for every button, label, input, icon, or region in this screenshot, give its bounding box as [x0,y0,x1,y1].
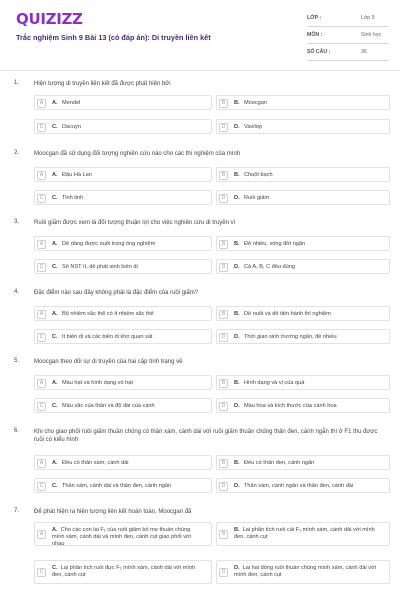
question-number: 6. [14,428,20,434]
option-label: B. [234,172,240,178]
quizizz-logo: QUIZIZZ [16,10,83,28]
option-b[interactable] [216,455,390,470]
option-body: Lai hai dòng ruồi thuần chủng mình xám, cánh dài với mình đen, cánh cụt [234,565,376,578]
option-label: C. [52,264,58,270]
page-title: Trắc nghiệm Sinh 9 Bài 13 (có đáp án): Di truyền liên kết [16,33,211,42]
option-label: B. [234,100,240,106]
option-c[interactable] [34,190,212,205]
option-text [234,527,380,541]
option-letter-box: B [219,379,228,388]
option-label: D. [234,403,240,409]
question-text: Để phát hiện ra hiện tượng liên kết hoàn toàn, Moocgan đã [34,509,192,515]
option-b[interactable] [216,167,390,182]
option-text: Màu sắc của thân và độ dài của cánh [62,403,155,409]
option-b[interactable] [216,95,390,110]
option-a[interactable] [34,95,212,110]
option-d[interactable] [216,329,390,344]
option-text: Màu hoa và kích thước của cánh hoa [244,403,337,409]
option-letter-box: B [219,459,228,468]
option-letter-box: C [37,194,46,203]
option-text: Bộ nhiễm sắc thể có ít nhiễm sắc thể [62,311,154,317]
option-a[interactable] [34,455,212,470]
option-label: B. [234,460,240,466]
option-letter-box: C [37,402,46,411]
option-letter-box: C [37,482,46,491]
option-letter-box: A [37,310,46,319]
option-letter-box: D [219,263,228,272]
option-d[interactable] [216,190,390,205]
option-text: Dễ dàng được nuôi trong ống nghiệm [62,241,156,247]
option-a[interactable] [34,306,212,321]
option-letter-box: D [219,402,228,411]
page-header [0,0,400,66]
option-label: A. [52,241,58,247]
question-text: Đặc điểm nào sau đây không phải là đặc điểm của ruồi giấm? [34,290,199,296]
option-letter-box: C [37,333,46,342]
option-letter-box: B [219,310,228,319]
option-text: Số NST ít, dễ phát sinh biến dị [62,264,138,270]
option-text: Cả A, B, C đều đúng [244,264,295,270]
option-text: Đều có thân xám, cánh dài [62,460,129,466]
option-text: Đều có thân đen, cánh ngắn [244,460,315,466]
option-letter-box: A [37,459,46,468]
option-letter-box: B [219,99,228,108]
option-text [52,527,198,547]
header-divider [0,70,400,71]
option-letter-box: A [37,171,46,180]
option-text: Ít biến dị và các biến dị khó quan sát [62,334,153,340]
option-letter-box: B [219,530,228,539]
option-d[interactable] [216,398,390,413]
option-c[interactable] [34,560,212,584]
option-label: D. [234,565,240,571]
option-text: Dễ nuôi và dễ tiến hành thí nghiệm [244,311,331,317]
question-number: 5. [14,358,20,364]
option-letter-box: D [219,568,228,577]
option-label: A. [52,311,58,317]
option-a[interactable] [34,236,212,251]
option-text: Tinh tinh [62,195,84,201]
option-a[interactable] [34,167,212,182]
option-c[interactable] [34,478,212,493]
meta-key: MÔN : [307,32,323,38]
option-b[interactable] [216,236,390,251]
question-number: 4. [14,289,20,295]
option-label: C. [52,565,58,571]
option-text: Màu hạt và hình dạng vỏ hạt [62,380,133,386]
option-label: A. [52,380,58,386]
option-text: Mendel [62,100,81,106]
option-letter-box: B [219,171,228,180]
option-body: Lai phân tích ruồi cái F₁ mình xám, cánh dài với mình đen, cánh cụt [234,527,375,540]
meta-row-grade [307,10,389,27]
option-a[interactable] [34,522,212,546]
option-letter-box: A [37,240,46,249]
option-letter-box: D [219,333,228,342]
option-body: Cho các con lai F₁ của ruồi giấm bố mẹ thuần chủng mình xám, cánh dài và mình đen, cánh cụt giao phối với nhau [52,527,191,547]
meta-key: SỐ CÂU : [307,49,331,55]
option-label: D. [234,483,240,489]
option-letter-box: C [37,263,46,272]
meta-row-count [307,44,389,61]
option-letter-box: A [37,379,46,388]
option-label: A. [52,527,58,533]
option-c[interactable] [34,259,212,274]
option-label: C. [52,483,58,489]
question-number: 3. [14,219,20,225]
question-text: Khi cho giao phối ruồi giấm thuần chủng có thân xám, cánh dài với ruồi giấm thuần chủng thân đen, cánh ngắn thì ở F1 thu được ruồi có kiểu hình [34,429,378,443]
option-text: Thời gian sinh trưởng ngắn, đẻ nhiều [244,334,337,340]
question-text: Ruồi giấm được xem là đối tượng thuận lợi cho việc nghiên cứu di truyền vì [34,220,236,226]
option-c[interactable] [34,398,212,413]
option-text: Dacuyn [62,124,81,130]
meta-table [307,10,389,61]
meta-value: 36 [361,49,367,55]
option-label: B. [234,311,240,317]
question-number: 1. [14,80,20,86]
option-letter-box: A [37,530,46,539]
question-text: Moocgan theo dõi sự di truyền của hai cặp tính trạng về [34,359,183,365]
option-text: Moocgan [244,100,268,106]
option-label: A. [52,172,58,178]
option-label: A. [52,460,58,466]
option-letter-box: A [37,99,46,108]
question-text: Hiện tượng di truyền liên kết đã được phát hiện bởi [34,81,171,87]
option-text: Ruồi giấm [244,195,270,201]
option-text: Đậu Hà Lan [62,172,92,178]
option-label: D. [234,195,240,201]
option-text [234,565,380,579]
option-letter-box: D [219,123,228,132]
meta-value: Lớp 9 [361,15,375,21]
option-letter-box: C [37,568,46,577]
option-a[interactable] [34,375,212,390]
option-label: B. [234,241,240,247]
option-d[interactable] [216,119,390,134]
meta-key: LỚP : [307,15,322,21]
option-b[interactable] [216,375,390,390]
option-label: C. [52,334,58,340]
option-text: Thân xám, cánh dài và thân đen, cánh ngắn [62,483,172,489]
option-c[interactable] [34,119,212,134]
option-text: Đẻ nhiều, vòng đời ngắn [244,241,306,247]
option-d[interactable] [216,259,390,274]
option-label: B. [234,380,240,386]
option-letter-box: C [37,123,46,132]
option-label: D. [234,334,240,340]
option-body: Lai phân tích ruồi đực F₁ mình xám, cánh dài với mình đen, cánh cụt [52,565,196,578]
option-c[interactable] [34,329,212,344]
option-text: Chuột bạch [244,172,273,178]
option-letter-box: D [219,194,228,203]
option-d[interactable] [216,560,390,584]
option-text: Hình dạng và vị của quả [244,380,305,386]
option-b[interactable] [216,306,390,321]
option-d[interactable] [216,478,390,493]
option-label: A. [52,100,58,106]
meta-row-subject [307,27,389,44]
option-label: D. [234,264,240,270]
option-text [52,565,198,579]
meta-value: Sinh học [361,32,382,38]
question-number: 2. [14,150,20,156]
question-number: 7. [14,508,20,514]
option-label: C. [52,403,58,409]
option-label: C. [52,195,58,201]
option-label: D. [234,124,240,130]
option-letter-box: D [219,482,228,491]
option-text: Thân xám, cánh ngắn và thân đen, cánh dài [244,483,354,489]
option-letter-box: B [219,240,228,249]
option-label: C. [52,124,58,130]
option-text: Vavilop [244,124,262,130]
question-text: Moocgan đã sử dụng đối tượng nghiên cứu nào cho các thí nghiệm của mình [34,151,241,157]
option-b[interactable] [216,522,390,546]
option-label: B. [234,527,240,533]
